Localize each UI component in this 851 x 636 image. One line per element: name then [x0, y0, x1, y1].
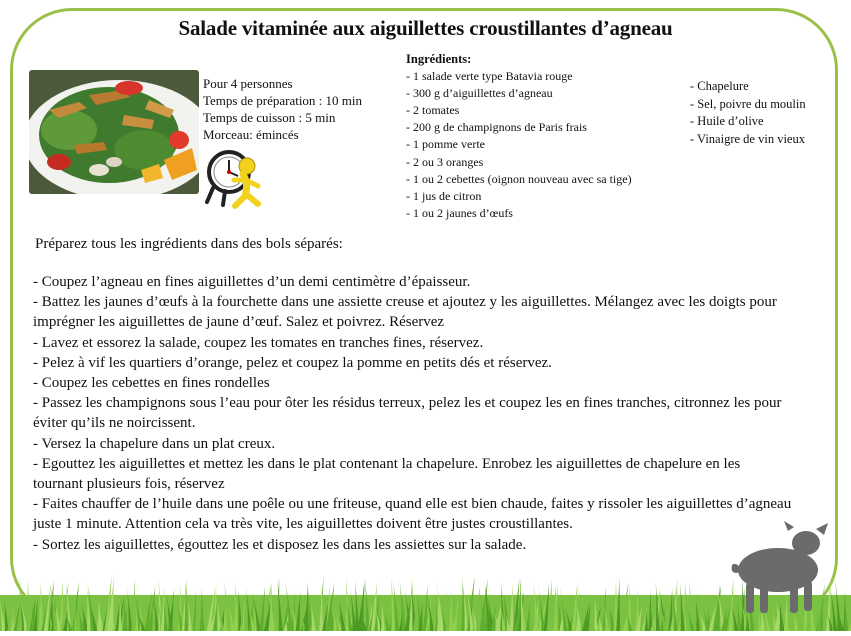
recipe-title: Salade vitaminée aux aiguillettes croustillantes d’agneau: [178, 16, 673, 40]
step: - Pelez à vif les quartiers d’orange, pelez et coupez la pomme en petits dés et réservez.: [33, 354, 552, 371]
step: - Battez les jaunes d’œufs à la fourchette dans une assiette creuse et ajoutez y les aiguillettes. Mélangez avec les doigts pour imprégner les aiguillettes de jaune d’œuf. Salez et poivrez. Réservez: [33, 294, 777, 331]
extra-item: - Chapelure: [690, 79, 749, 93]
extra-item: - Sel, poivre du moulin: [690, 96, 806, 111]
ingredient-item: - 300 g d’aiguillettes d’agneau: [406, 86, 553, 101]
step: - Coupez l’agneau en fines aiguillettes d’un demi centimètre d’épaisseur.: [33, 274, 471, 290]
lamb-silhouette-icon: [728, 515, 833, 615]
ingredients-heading: Ingrédients:: [406, 52, 472, 66]
instructions-steps: [33, 272, 793, 555]
step: - Egouttez les aiguillettes et mettez les dans le plat contenant la chapelure. Enrobez les aiguillettes de chapelure en les tournant plusieurs fois, réservez: [33, 455, 741, 493]
ingredient-item: - 1 ou 2 cebettes (oignon nouveau avec sa tige): [406, 171, 632, 186]
cook-time-text: Temps de cuisson : 5 min: [203, 110, 336, 125]
servings-text: Pour 4 personnes: [203, 76, 293, 91]
prep-time-text: Temps de préparation : 10 min: [203, 93, 363, 108]
ingredient-item: - 1 jus de citron: [406, 188, 482, 203]
salad-photo: [29, 70, 199, 194]
ingredient-item: - 1 pomme verte: [406, 137, 485, 152]
instructions-intro: Préparez tous les ingrédients dans des bols séparés:: [35, 236, 343, 252]
recipe-meta: [203, 75, 362, 143]
step: - Sortez les aiguillettes, égouttez les et disposez les dans les assiettes sur la salade.: [33, 536, 527, 553]
step: - Passez les champignons sous l’eau pour ôter les résidus terreux, pelez les et coupez les en fines tranches, citronnez les pour éviter qu’ils ne noircissent.: [33, 395, 782, 432]
step: - Faites chauffer de l’huile dans une poêle ou une friteuse, quand elle est bien chaude, faites y rissoler les aiguillettes d’agneau juste 1 minute. Attention cela va très vite, les aiguillettes doivent être justes croustillantes.: [33, 496, 792, 533]
ingredients-list: [406, 51, 632, 222]
step: - Coupez les cebettes en fines rondelles: [33, 375, 270, 392]
step: - Versez la chapelure dans un plat creux.: [33, 435, 276, 452]
ingredient-item: - 2 ou 3 oranges: [406, 154, 484, 169]
cut-text: Morceau: émincés: [203, 127, 299, 142]
ingredient-item: - 2 tomates: [406, 103, 460, 118]
ingredient-item: - 1 ou 2 jaunes d’œufs: [406, 205, 513, 220]
ingredient-item: - 200 g de champignons de Paris frais: [406, 120, 587, 135]
running-clock-icon: [199, 144, 271, 216]
step: - Lavez et essorez la salade, coupez les tomates en tranches fines, réservez.: [33, 334, 484, 351]
extras-list: [690, 78, 806, 148]
grass-decoration: [0, 555, 851, 631]
ingredient-item: - 1 salade verte type Batavia rouge: [406, 69, 573, 84]
extra-item: - Huile d’olive: [690, 114, 764, 128]
extra-item: - Vinaigre de vin vieux: [690, 131, 805, 146]
